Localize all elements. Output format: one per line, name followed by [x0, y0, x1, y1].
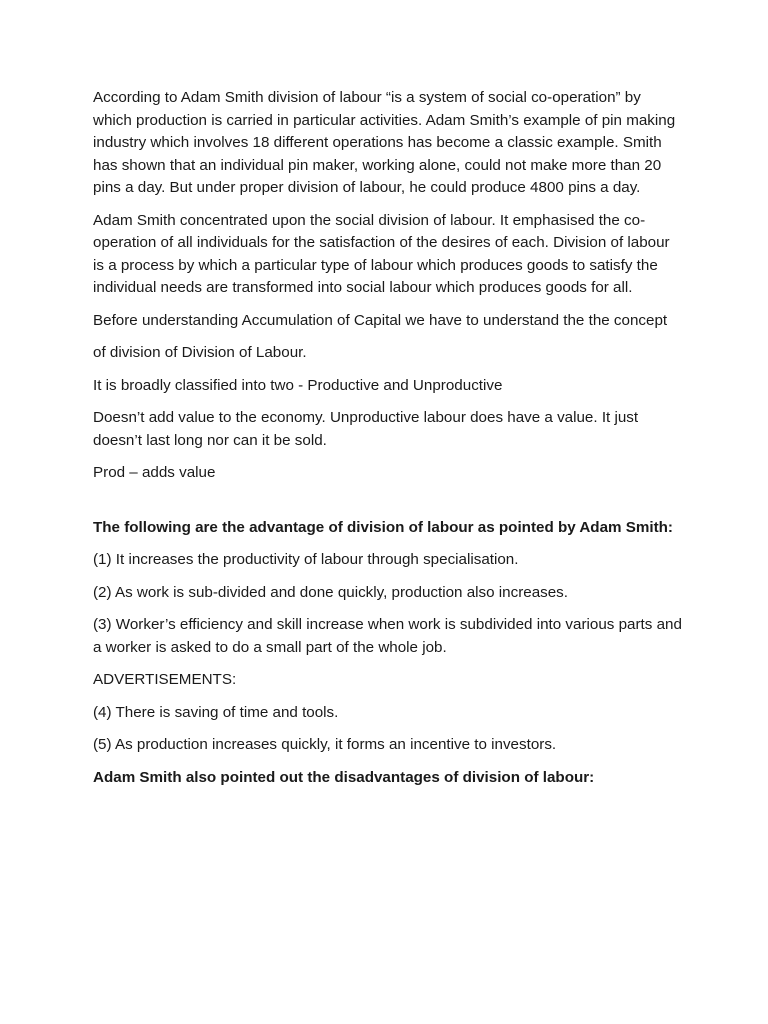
list-item-advantage-4: (4) There is saving of time and tools. [93, 703, 339, 721]
heading-disadvantages: Adam Smith also pointed out the disadvantages of division of labour: [93, 768, 595, 786]
paragraph-productive-note: Prod – adds value [93, 464, 216, 481]
paragraph-unproductive-labour: Doesn’t add value to the economy. Unproductive labour does have a value. It just doesn’t last long nor can it be sold. [93, 409, 639, 449]
paragraph-social-division: Adam Smith concentrated upon the social division of labour. It emphasised the co-operation of all individuals for the satisfaction of the desires of each. Division of labour is a process by which a particular type of labour which produces goods to satisfy the individual needs are transformed into social labour which produces goods for all. [93, 211, 670, 296]
paragraph-classification: It is broadly classified into two - Productive and Unproductive [93, 376, 503, 394]
list-item-advantage-2: (2) As work is sub-divided and done quickly, production also increases. [93, 583, 568, 601]
paragraph-adam-smith-definition: According to Adam Smith division of labour “is a system of social co-operation” by which production is carried in particular activities. Adam Smith’s example of pin making industry which involves 18 different operations has become a classic example. Smith has shown that an individual pin maker, working alone, could not make more than 20 pins a day. But under proper division of labour, he could produce 4800 pins a day. [93, 89, 676, 196]
list-item-advantage-3: (3) Worker’s efficiency and skill increase when work is subdivided into various parts and a worker is asked to do a small part of the whole job. [93, 616, 682, 656]
advertisements-label: ADVERTISEMENTS: [93, 671, 237, 688]
paragraph-division-of-labour: of division of Division of Labour. [93, 344, 307, 361]
paragraph-accumulation-capital: Before understanding Accumulation of Capital we have to understand the the concept [93, 311, 668, 329]
list-item-advantage-5: (5) As production increases quickly, it forms an incentive to investors. [93, 736, 557, 753]
document-body [93, 87, 683, 799]
list-item-advantage-1: (1) It increases the productivity of labour through specialisation. [93, 551, 519, 568]
heading-advantages: The following are the advantage of division of labour as pointed by Adam Smith: [93, 518, 673, 536]
